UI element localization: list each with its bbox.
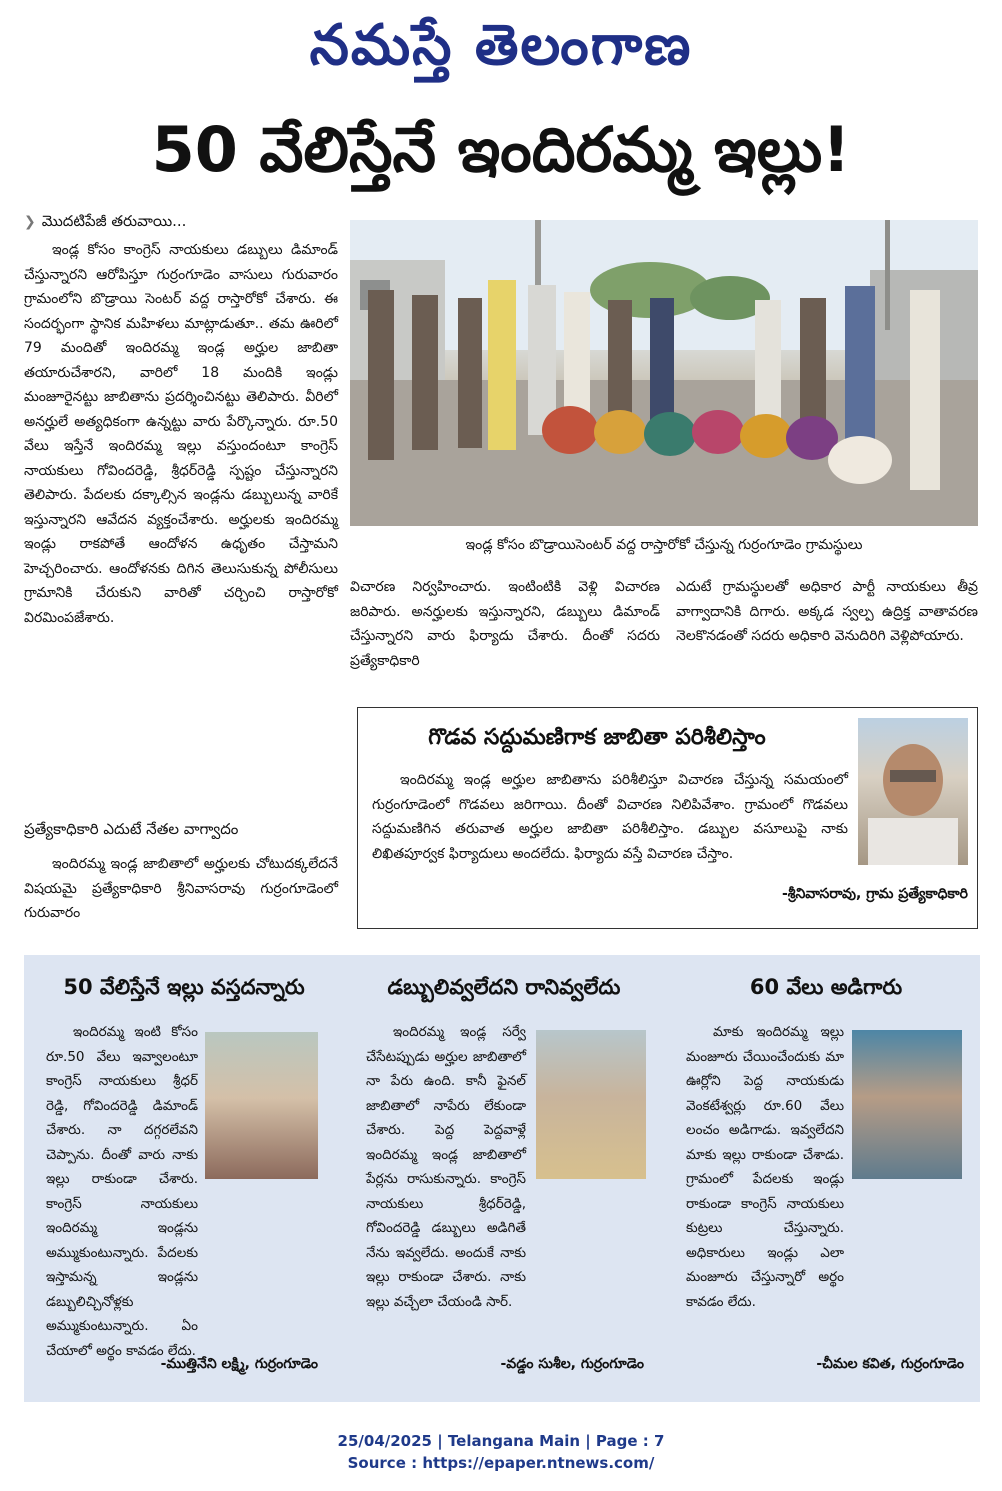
photo-caption: ఇండ్ల కోసం బొడ్రాయిసెంటర్ వద్ద రాస్తారోకో చేస్తున్న గుర్రంగూడెం గ్రామస్థులు bbox=[465, 537, 863, 553]
footer-date-edition: 25/04/2025 | Telangana Main | Page : 7 bbox=[337, 1432, 665, 1450]
testimonial-1-text: ఇందిరమ్మ ఇంటి కోసం రూ.50 వేలు ఇవ్వాలంటూ కాంగ్రెస్ నాయకులు శ్రీధర్ రెడ్డి, గోవిందరెడ్డి డిమాండ్ చేశారు. నా దగ్గరలేవని చెప్పాను. దీంతో వారు నాకు ఇల్లు రాకుండా చేశారు. కాంగ్రెస్ నాయకులు ఇందిరమ్మ ఇండ్లను అమ్ముకుంటున్నారు. పేదలకు ఇస్తామన్న ఇండ్లను డబ్బులిచ్చినోళ్లకు అమ్ముకుంటున్నారు. ఏం చేయాలో అర్థం కావడం లేదు. bbox=[46, 1024, 198, 1359]
news-photo bbox=[350, 220, 978, 526]
testimonial-3-title: 60 వేలు అడిగారు bbox=[749, 975, 903, 999]
testimonial-3-signature: -చీమల కవిత, గుర్రంగూడెం bbox=[816, 1356, 964, 1372]
official-portrait-image bbox=[858, 718, 968, 865]
official-quote-body bbox=[372, 768, 848, 866]
testimonial-3-portrait bbox=[852, 1030, 962, 1179]
continued-label bbox=[24, 212, 186, 234]
testimonial-1-body-top bbox=[46, 1020, 198, 1363]
sub-story-part-2 bbox=[350, 575, 660, 673]
chevron-right-icon: ❯ bbox=[24, 214, 36, 230]
testimonial-1-portrait bbox=[205, 1032, 318, 1179]
protest-crowd-photo bbox=[350, 220, 978, 526]
official-quote-text: ఇందిరమ్మ ఇండ్ల అర్హుల జాబితాను పరిశీలిస్తూ విచారణ చేస్తున్న సమయంలో గుర్రంగూడెంలో గొడవలు జరిగాయి. దీంతో విచారణ నిలిపివేశాం. గ్రామంలో గొడవలు సద్దుమణిగిన తరువాత అర్హుల జాబితా పరిశీలిస్తాం. డబ్బుల వసూలుపై నాకు లిఖితపూర్వక ఫిర్యాదులు అందలేదు. ఫిర్యాదు వస్తే విచారణ చేస్తాం. bbox=[372, 772, 848, 862]
main-story bbox=[24, 238, 338, 630]
main-story-paragraph: ఇండ్ల కోసం కాంగ్రెస్ నాయకులు డబ్బులు డిమాండ్ చేస్తున్నారని ఆరోపిస్తూ గుర్రంగూడెం వాసులు గురువారం గ్రామంలోని బొడ్రాయి సెంటర్ వద్ద రాస్తారోకో చేశారు. ఈ సందర్భంగా స్థానిక మహిళలు మాట్లాడుతూ.. తమ ఊరిలో 79 మందితో ఇందిరమ్మ ఇండ్ల అర్హుల జాబితా తయారుచేశారని, వారిలో 18 మందికి ఇండ్లు మంజూరైనట్టు జాబితాను ప్రదర్శించినట్టు తెలిపారు. వీరిలో అనర్హులే అత్యధికంగా ఉన్నట్టు వారు పేర్కొన్నారు. రూ.50 వేలు ఇస్తేనే ఇందిరమ్మ ఇల్లు వస్తుందంటూ కాంగ్రెస్ నాయకులు గోవిందరెడ్డి, శ్రీధర్‌రెడ్డి స్పష్టం చేస్తున్నారని తెలిపారు. పేదలకు దక్కాల్సిన ఇండ్లను డబ్బులున్న వారికే ఇస్తున్నారని ఆవేదన వ్యక్తంచేశారు. అర్హులకు ఇందిరమ్మ ఇండ్లు రాకపోతే ఆందోళన ఉధృతం చేస్తామని హెచ్చరించారు. ఆందోళనకు దిగిన తెలుసుకున్న పోలీసులు గ్రామానికి చేరుకుని వారితో చర్చించి రాస్తారోకో విరమింపజేశారు. bbox=[24, 242, 338, 626]
footer-source: Source : https://epaper.ntnews.com/ bbox=[347, 1454, 655, 1472]
testimonial-2-signature: -వడ్డం సుశీల, గుర్రంగూడెం bbox=[500, 1356, 644, 1372]
subhead: ప్రత్యేకాధికారి ఎదుటే నేతల వాగ్వాదం bbox=[24, 820, 239, 838]
sub-story-part-3 bbox=[676, 575, 978, 649]
testimonial-2-text: ఇందిరమ్మ ఇండ్ల సర్వే చేసేటప్పుడు అర్హుల జాబితాలో నా పేరు ఉంది. కానీ ఫైనల్ జాబితాలో నాపేరు లేకుండా చేశారు. పెద్ద పెద్దవాళ్లే ఇందిరమ్మ ఇండ్ల జాబితాలో పేర్లను రాసుకున్నారు. కాంగ్రెస్ నాయకులు శ్రీధర్‌రెడ్డి, గోవిందరెడ్డి డబ్బులు అడిగితే నేను ఇవ్వలేదు. అందుకే నాకు ఇల్లు రాకుండా చేశారు. నాకు ఇల్లు వచ్చేలా చేయండి సార్. bbox=[366, 1024, 526, 1310]
official-quote-title: గొడవ సద్దుమణిగాక జాబితా పరిశీలిస్తాం bbox=[428, 725, 766, 750]
testimonial-3-text: మాకు ఇందిరమ్మ ఇల్లు మంజూరు చేయించేందుకు మా ఊర్లోని పెద్ద నాయకుడు వెంకటేశ్వర్లు రూ.60 వేలు లంచం అడిగాడు. ఇవ్వలేదని మాకు ఇల్లు రాకుండా చేశాడు. గ్రామంలో పేదలకు ఇండ్లు రాకుండా కాంగ్రెస్ నాయకులు కుట్రలు చేస్తున్నారు. అధికారులు ఇండ్లు ఎలా మంజూరు చేస్తున్నారో అర్థం కావడం లేదు. bbox=[686, 1024, 844, 1310]
testimonial-2-body bbox=[366, 1020, 526, 1314]
testimonial-3-body bbox=[686, 1020, 844, 1314]
headline: 50 వేలిస్తేనే ఇందిరమ్మ ఇల్లు! bbox=[151, 113, 851, 186]
sub-story-part-1-text: ఇందిరమ్మ ఇండ్ల జాబితాలో అర్హులకు చోటుదక్కలేదనే విషయమై ప్రత్యేకాధికారి శ్రీనివాసరావు గుర్రంగూడెంలో గురువారం bbox=[24, 856, 338, 921]
sub-story-part-3-text: ఎదుటే గ్రామస్థులతో అధికార పార్టీ నాయకులు తీవ్ర వాగ్వాదానికి దిగారు. అక్కడ స్వల్ప ఉద్రిక్త వాతావరణ నెలకొనడంతో సదరు అధికారి వెనుదిరిగి వెళ్లిపోయారు. bbox=[676, 579, 978, 644]
testimonial-2-portrait bbox=[536, 1030, 646, 1179]
official-portrait bbox=[858, 718, 968, 865]
sub-story-part-1 bbox=[24, 852, 338, 926]
footer bbox=[0, 1430, 1002, 1474]
continued-text: మొదటిపేజీ తరువాయి... bbox=[41, 212, 187, 230]
testimonial-2-title: డబ్బులివ్వలేదని రానివ్వలేదు bbox=[387, 975, 621, 999]
official-quote-signature: -శ్రీనివాసరావు, గ్రామ ప్రత్యేకాధికారి bbox=[781, 886, 968, 902]
testimonial-1-title: 50 వేలిస్తేనే ఇల్లు వస్తదన్నారు bbox=[63, 975, 305, 999]
testimonial-1-signature: -ముత్తినేని లక్ష్మి, గుర్రంగూడెం bbox=[160, 1356, 318, 1372]
sub-story-part-2-text: విచారణ నిర్వహించారు. ఇంటింటికి వెళ్లి విచారణ జరిపారు. అనర్హులకు ఇస్తున్నారని, డబ్బులు డిమాండ్ చేస్తున్నారని వారు ఫిర్యాదు చేశారు. దీంతో సదరు ప్రత్యేకాధికారి bbox=[350, 579, 660, 669]
masthead: నమస్తే తెలంగాణ bbox=[309, 13, 693, 78]
